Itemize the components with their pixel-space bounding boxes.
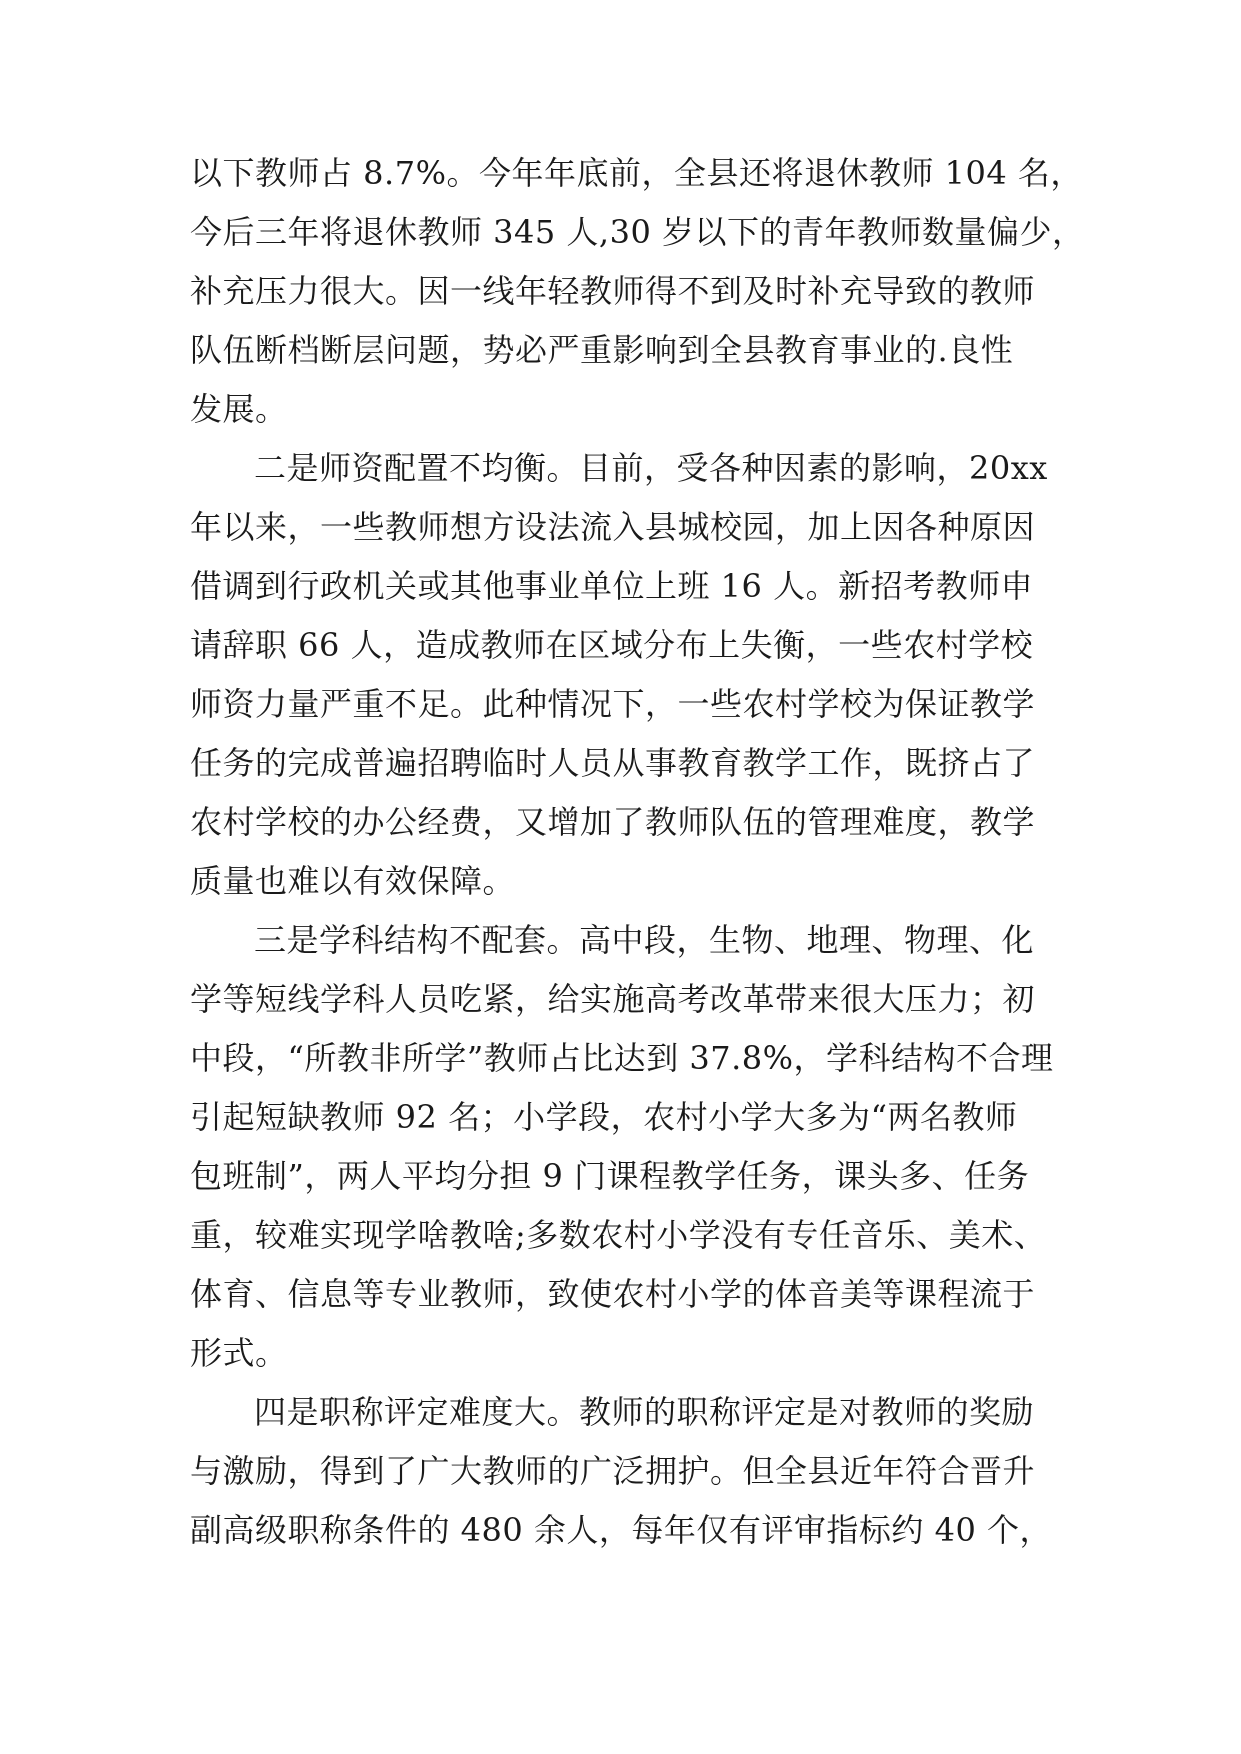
text-line: 年以来，一些教师想方设法流入县城校园，加上因各种原因 — [190, 508, 1036, 546]
text-line: 农村学校的办公经费，又增加了教师队伍的管理难度，教学 — [190, 803, 1036, 841]
text-line: 体育、信息等专业教师，致使农村小学的体音美等课程流于 — [190, 1275, 1036, 1313]
text-line: 重，较难实现学啥教啥;多数农村小学没有专任音乐、美术、 — [190, 1216, 1047, 1254]
text-line: 师资力量严重不足。此种情况下，一些农村学校为保证教学 — [190, 685, 1036, 723]
text-line: 今后三年将退休教师 345 人,30 岁以下的青年教师数量偏少， — [190, 213, 1085, 251]
text-line: 包班制”，两人平均分担 9 门课程教学任务，课头多、任务 — [190, 1157, 1030, 1195]
text-line: 任务的完成普遍招聘临时人员从事教育教学工作，既挤占了 — [190, 744, 1036, 782]
text-line: 以下教师占 8.7%。今年年底前，全县还将退休教师 104 名， — [190, 154, 1083, 192]
text-line: 与激励，得到了广大教师的广泛拥护。但全县近年符合晋升 — [190, 1452, 1036, 1490]
paragraph-start: 二是师资配置不均衡。目前，受各种因素的影响，20xx — [254, 449, 1048, 487]
paragraph-start: 三是学科结构不配套。高中段，生物、地理、物理、化 — [254, 921, 1035, 959]
paragraph-start: 四是职称评定难度大。教师的职称评定是对教师的奖励 — [254, 1393, 1035, 1431]
text-line: 发展。 — [190, 390, 288, 428]
text-line: 学等短线学科人员吃紧，给实施高考改革带来很大压力；初 — [190, 980, 1036, 1018]
text-line: 质量也难以有效保障。 — [190, 862, 516, 900]
text-line: 补充压力很大。因一线年轻教师得不到及时补充导致的教师 — [190, 272, 1036, 310]
text-line: 引起短缺教师 92 名；小学段，农村小学大多为“两名教师 — [190, 1098, 1018, 1136]
text-line: 形式。 — [190, 1334, 288, 1372]
text-line: 借调到行政机关或其他事业单位上班 16 人。新招考教师申 — [190, 567, 1034, 605]
text-line: 副高级职称条件的 480 余人，每年仅有评审指标约 40 个， — [190, 1511, 1052, 1549]
text-line: 请辞职 66 人，造成教师在区域分布上失衡，一些农村学校 — [190, 626, 1034, 664]
text-line: 队伍断档断层问题，势必严重影响到全县教育事业的.良性 — [190, 331, 1014, 369]
text-line: 中段，“所教非所学”教师占比达到 37.8%，学科结构不合理 — [190, 1039, 1054, 1077]
